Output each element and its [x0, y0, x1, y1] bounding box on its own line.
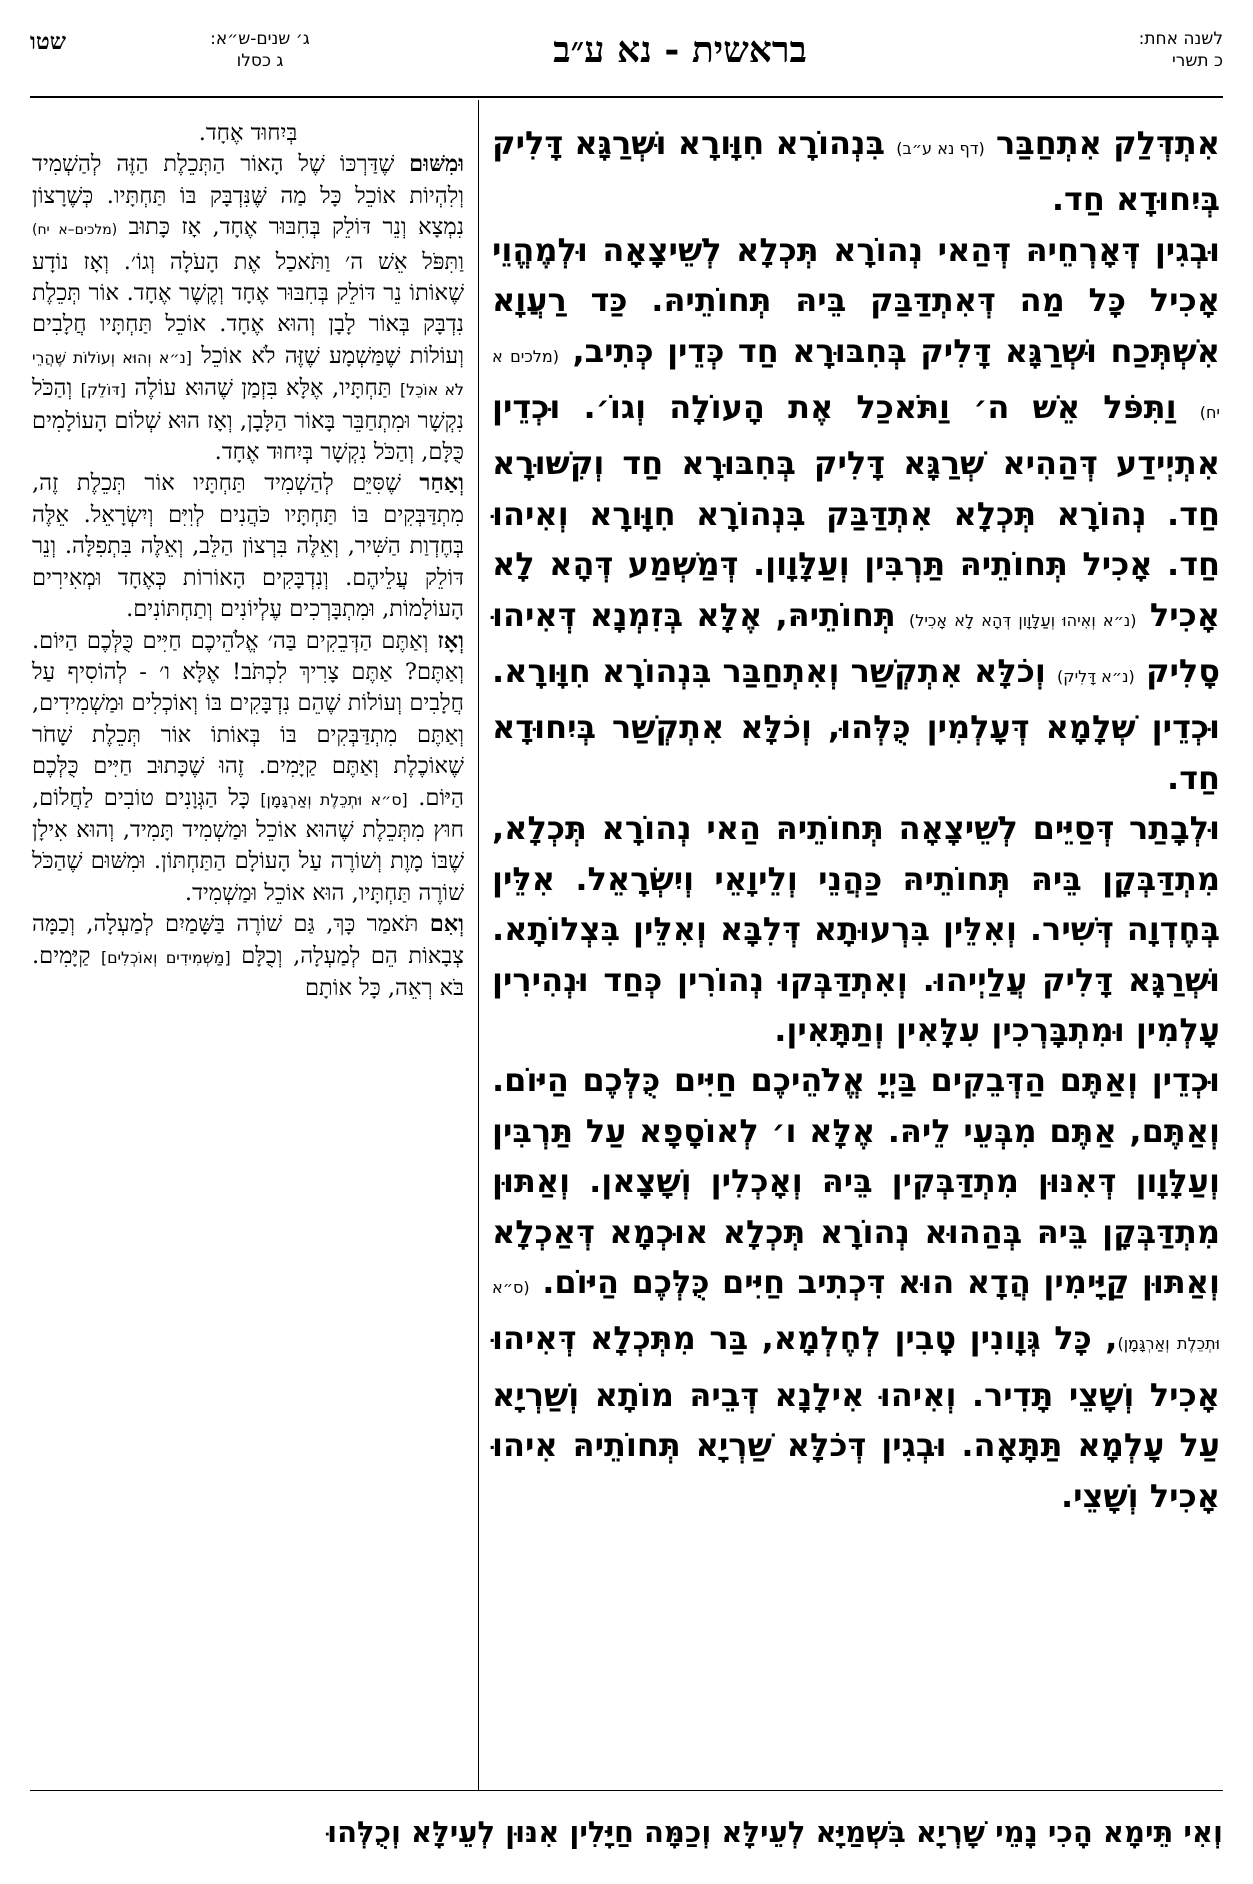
verse-reference: (מלכים א יח): [492, 346, 1221, 423]
opening-word: וּכְדֵין: [1151, 1061, 1221, 1100]
translation-paragraph: [32, 149, 464, 468]
main-paragraph: [492, 118, 1220, 225]
main-text: וְכֹלָּא אִתְקְשַׁר וְאִתְחַבַּר בִּנְהוֹרָא חִוָּורָא. וּכְדֵין שְׁלָמָא דְּעָלְמִין כֻּלְּהוּ, וְכֹלָּא אִתְקְשַׁר בְּיִחוּדָא חַד.: [492, 652, 1220, 797]
opening-word: וּלְבָתַר: [1129, 809, 1221, 848]
variant-note: [נ״א וְהוּא וְעוֹלוֹת שֶׁהֲרֵי לֹא אוֹכֵל]: [32, 347, 464, 400]
one-year-schedule-date: כ תשרי: [1171, 51, 1223, 71]
translation-text: וַתִּפֹּל אֵשׁ ה׳ וַתֹּאכַל אֶת הָעֹלָה וְגוֹ׳. וְאָז נוֹדָע שֶׁאוֹתוֹ נֵר דּוֹלֵק בְּחִבּוּר אֶחָד וְקֶשֶׁר אֶחָד. אוֹר תְּכֵלֶת נִדְבָּק בְּאוֹר לָבָן וְהוּא אֶחָד. אוֹכֵל תַּחְתָּיו חֲלָבִים וְעוֹלוֹת שֶׁמַּשְׁמָע שֶׁזֶּה לֹא אוֹכֵל: [32, 248, 464, 369]
main-text-column: [492, 118, 1220, 1521]
translation-text: תֹּאמַר כָּךְ, גַּם שׁוֹרֶה בַּשָּׁמַיִם לְמַעְלָה, וְכַמָּה צְבָאוֹת הֵם לְמַעְלָה, וְכֻלָּם: [32, 911, 465, 969]
translation-paragraph: [32, 626, 464, 910]
page-title: בראשית - נא ע״ב: [553, 29, 807, 71]
translation-text: כָּל הַגְּוָנִים טוֹבִים לַחֲלוֹם, חוּץ מִתְּכֵלֶת שֶׁהוּא אוֹכֵל וּמַשְׁמִיד תָּמִיד, וְהוּא אִילָן שֶׁבּוֹ מָוֶת וְשׁוֹרֶה עַל הָעוֹלָם הַתַּחְתּוֹן. וּמִשּׁוּם שֶׁהַכֹּל שׁוֹרֶה תַּחְתָּיו, הוּא אוֹכֵל וּמַשְׁמִיד.: [32, 784, 464, 906]
translation-text: וְאַתֶּם הַדְּבֵקִים בַּה׳ אֱלֹהֵיכֶם חַיִּים כֻּלְּכֶם הַיּוֹם. וְאַתֶּם? אַתֶּם צָרִיךְ לִכְתֹּב! אֶלָּא ו׳ - לְהוֹסִיף עַל חֲלָבִים וְעוֹלוֹת שֶׁהֵם נִדְבָּקִים בּוֹ וְאוֹכְלִים וּמַשְׁמִידִים, וְאַתֶּם מִתְדַּבְּקִים בּוֹ בְּאוֹתוֹ אוֹר תְּכֵלֶת שָׁחֹר שֶׁאוֹכֶלֶת וְאַתֶּם קַיָּמִים. זֶהוּ שֶׁכָּתוּב חַיִּים כֻּלְּכֶם הַיּוֹם.: [32, 627, 464, 811]
three-year-schedule-label: ג׳ שנים-ש״א:: [210, 29, 310, 49]
variant-note: (ס״א וּתְכֵלֶת וְאַרְגָּמָן): [492, 1277, 1221, 1354]
column-divider: [478, 100, 479, 1790]
one-year-schedule-label: לשנה אחת:: [1138, 29, 1223, 49]
main-text: , כָּל גְּוָונִין טָבִין לְחֶלְמָא, בַּר מִתְּכְלָא דְּאִיהוּ אָכִיל וְשָׁצֵי תָּדִיר. וְאִיהוּ אִילָנָא דְּבֵיהּ מוֹתָא וְשַׁרְיָא עַל עָלְמָא תַּתָּאָה. וּבְגִין דְּכֹלָּא שַׁרְיָא תְּחוֹתֵיהּ אִיהוּ אָכִיל וְשָׁצֵי.: [492, 1319, 1220, 1515]
main-paragraph: [492, 1055, 1220, 1521]
translation-text: בְּיִחוּד אֶחָד.: [198, 120, 298, 146]
variant-note: [ס״א וּתְכֵלֶת וְאַרְגָּמָן]: [260, 789, 408, 809]
verse-reference: (מלכים–א יח): [32, 222, 118, 239]
translation-paragraph: [32, 468, 464, 625]
header-divider: [30, 96, 1223, 98]
page-number: שטו: [30, 28, 67, 55]
page-reference: (דף נא ע״ב): [896, 139, 985, 158]
translation-text: שֶׁדַּרְכּוֹ שֶׁל הָאוֹר הַתְּכֵלֶת הַזֶּה לְהַשְׁמִיד וְלִהְיוֹת אוֹכֵל כָּל מַה שֶּׁנִּדְבָּק בּוֹ תַּחְתָּיו. כְּשֶׁרָצוֹן נִמְצָא וְנֵר דּוֹלֵק בְּחִבּוּר אֶחָד, אָז כָּתוּב: [32, 151, 465, 241]
footer-divider: [30, 1790, 1223, 1791]
page-header: [30, 28, 1223, 88]
main-text: וַתִּפֹּל אֵשׁ ה׳ וַתֹּאכַל אֶת הָעוֹלָה וְגוֹ׳. וּכְדֵין אִתְיְידַע דְּהַהִיא שְׁרַגָּא דָּלִיק בְּחִבּוּרָא חַד וְקִשּׁוּרָא חַד. נְהוֹרָא תְּכְלָא אִתְדַּבַּק בִּנְהוֹרָא חִוָּורָא וְאִיהוּ חַד. אָכִיל תְּחוֹתֵיהּ תַּרְבִּין וְעַלָּוָון. דְּמַשְׁמַע דְּהָא לָא אָכִיל: [492, 388, 1221, 634]
translation-text: וְהַכֹּל נִקְשָׁר וּמִתְחַבֵּר בָּאוֹר הַלָּבָן, וְאָז הוּא שְׁלוֹם הָעוֹלָמִים כֻּלָּם, וְהַכֹּל נִקְשָׁר בְּיִחוּד אֶחָד.: [31, 375, 464, 466]
three-year-schedule-date: ג כסלו: [236, 51, 284, 71]
variant-note: (נ״א דָּלִיק): [1056, 667, 1135, 687]
opening-word: וּמִשּׁוּם: [409, 151, 464, 178]
opening-word: וּבְגִין: [1154, 230, 1221, 269]
translation-paragraph: [32, 118, 464, 149]
translation-paragraph: [32, 909, 464, 1004]
translation-column: [32, 118, 464, 1004]
translation-text: שֶׁסִּיֵּם לְהַשְׁמִיד תַּחְתָּיו אוֹר תְּכֵלֶת זֶה, מִתְדַּבְּקִים בּוֹ תַּחְתָּיו כֹּהֲנִים לְוִיִּם וְיִשְׂרָאֵל. אֵלֶּה בְּחֶדְוַת הַשִּׁיר, וְאֵלֶּה בִּרְצוֹן הַלֵּב, וְאֵלֶּה בִּתְפִלָּה. וְנֵר דּוֹלֵק עֲלֵיהֶם. וְנִדְבָּקִים הָאוֹרוֹת כְּאֶחָד וּמְאִירִים הָעוֹלָמוֹת, וּמִתְבָּרְכִים עֶלְיוֹנִים וְתַחְתּוֹנִים.: [32, 470, 464, 623]
variant-note: (נ״א וְאִיהוּ וְעַלָּוָון דְּהָא לָא אָכִיל): [909, 610, 1137, 630]
main-text: בִּנְהוֹרָא חִוָּורָא וּשְׁרַגָּא דָּלִיק בְּיִחוּדָא חַד.: [492, 124, 1220, 219]
main-text: דְּסַיֵּים לְשֵׁיצָאָה תְּחוֹתֵיהּ הַאי נְהוֹרָא תְּכְלָא, מִתְדַּבְּקָן בֵּיהּ תְּחוֹתֵיהּ כַּהֲנֵי וְלֵיוָאֵי וְיִשְׂרָאֵל. אִלֵּין בְּחֶדְוָה דְּשִׁיר. וְאִלֵּין בִּרְעוּתָא דְּלִבָּא וְאִלֵּין בִּצְלוֹתָא. וּשְׁרַגָּא דָּלִיק עֲלַיְיהוּ. וְאִתְדַּבְּקוּ נְהוֹרִין כְּחַד וּנְהִירִין עָלְמִין וּמִתְבָּרְכִין עִלָּאִין וְתַתָּאִין.: [492, 809, 1220, 1049]
translation-text: קַיָּמִים. בֹּא רְאֵה, כָּל אוֹתָם: [32, 942, 464, 1001]
one-year-schedule: [1053, 28, 1223, 72]
main-text: תְּחוֹתֵיהּ, אֶלָּא בְּזִמְנָא דְּאִיהוּ סָלִיק: [492, 595, 1221, 691]
opening-word: וְאָז: [437, 627, 464, 654]
opening-word: וְאִם: [429, 911, 464, 938]
continuation-line: וְאִי תֵּימָא הָכִי נָמֵי שָׁרְיָא בִּשְׁמַיָּא לְעֵילָּא וְכַמָּה חַיָּלִין אִנּוּן לְעֵילָּא וְכֻלְּהוּ: [327, 1815, 1223, 1849]
main-text: וְאַתֶּם הַדְּבֵקִים בַּיְיָ אֱלֹהֵיכֶם חַיִּים כֻּלְּכֶם הַיּוֹם. וְאַתֶּם, אַתֶּם מִבְּעֵי לֵיהּ. אֶלָּא ו׳ לְאוֹסָפָא עַל תַּרְבִּין וְעַלָּוָון דְּאִנּוּן מִתְדַּבְּקִין בֵּיהּ וְאָכְלִין וְשָׁצָאן. וְאַתּוּן מִתְדַּבְּקָן בֵּיהּ בְּהַהוּא נְהוֹרָא תְּכְלָא אוּכְמָא דְּאַכְלָא וְאַתּוּן קַיָּימִין הֲדָא הוּא דִּכְתִיב חַיִּים כֻּלְּכֶם הַיּוֹם.: [492, 1061, 1221, 1301]
translation-text: תַּחְתָּיו, אֶלָּא בִּזְמַן שֶׁהוּא עוֹלֶה: [134, 375, 392, 402]
main-paragraph: [492, 225, 1220, 803]
three-year-schedule: [165, 28, 355, 72]
variant-note: [מַשְׁמִידִים וְאוֹכְלִים]: [100, 947, 231, 967]
main-text: אִתְדְּלַק אִתְחַבַּר: [995, 124, 1221, 162]
variant-note: [דּוֹלֵק]: [80, 380, 126, 400]
main-text: דְּאָרְחֵיהּ דְּהַאי נְהוֹרָא תְּכְלָא לְשֵׁיצָאָה וּלְמֶהֱוֵי אָכִיל כָּל מַה דְּאִתְדַּבַּק בֵּיהּ תְּחוֹתֵיהּ. כַּד רַעֲוָא אִשְׁתְּכַח וּשְׁרַגָּא דָּלִיק בְּחִבּוּרָא חַד כְּדֵין כְּתִיב,: [492, 230, 1221, 370]
opening-word: וְאַחַר: [419, 470, 464, 497]
main-paragraph: [492, 803, 1220, 1055]
